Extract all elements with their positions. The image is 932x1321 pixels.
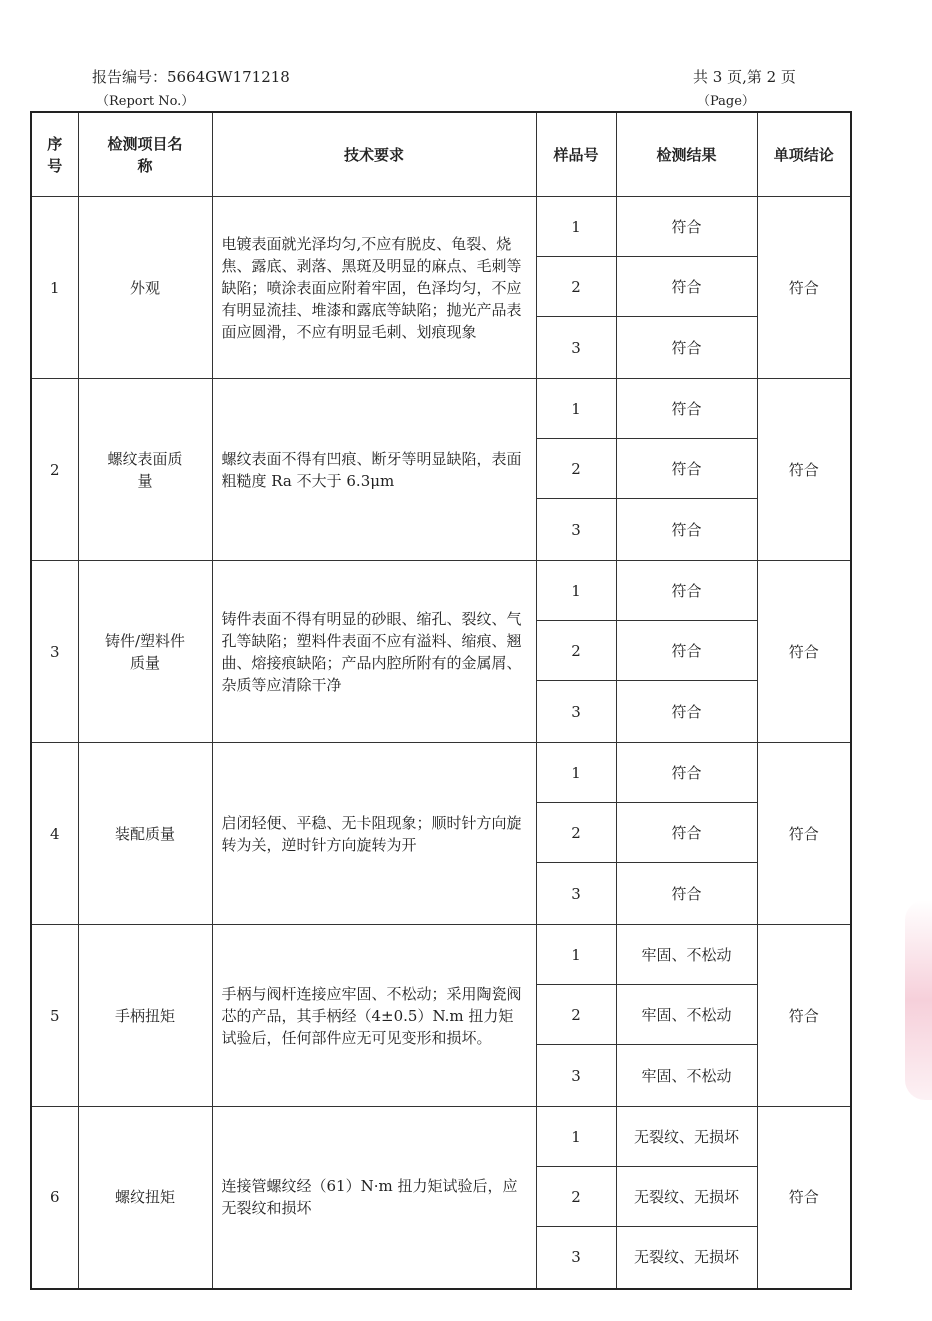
table-row bbox=[31, 379, 851, 439]
cell-result: 符合 bbox=[616, 317, 757, 379]
cell-result: 符合 bbox=[616, 863, 757, 925]
cell-item-name: 铸件/塑料件质量 bbox=[78, 561, 212, 743]
cell-sample-no: 3 bbox=[536, 681, 616, 743]
cell-result: 符合 bbox=[616, 743, 757, 803]
cell-result: 符合 bbox=[616, 803, 757, 863]
cell-conclusion: 符合 bbox=[757, 743, 851, 925]
inspection-table bbox=[30, 111, 852, 1290]
col-header-sample: 样品号 bbox=[536, 112, 616, 197]
cell-conclusion: 符合 bbox=[757, 197, 851, 379]
col-header-conclusion: 单项结论 bbox=[757, 112, 851, 197]
cell-sample-no: 1 bbox=[536, 1107, 616, 1167]
cell-requirement: 螺纹表面不得有凹痕、断牙等明显缺陷，表面粗糙度 Ra 不大于 6.3μm bbox=[212, 379, 536, 561]
cell-sample-no: 3 bbox=[536, 499, 616, 561]
cell-item-name: 螺纹扭矩 bbox=[78, 1107, 212, 1289]
cell-result: 无裂纹、无损坏 bbox=[616, 1227, 757, 1289]
cell-result: 符合 bbox=[616, 499, 757, 561]
seal-stamp-fragment bbox=[905, 900, 932, 1100]
cell-item-no: 3 bbox=[31, 561, 78, 743]
cell-result: 符合 bbox=[616, 621, 757, 681]
cell-sample-no: 2 bbox=[536, 803, 616, 863]
cell-requirement: 手柄与阀杆连接应牢固、不松动；采用陶瓷阀芯的产品，其手柄经（4±0.5）N.m 扭力矩试验后，任何部件应无可见变形和损坏。 bbox=[212, 925, 536, 1107]
table-row bbox=[31, 561, 851, 621]
cell-result: 符合 bbox=[616, 681, 757, 743]
cell-conclusion: 符合 bbox=[757, 561, 851, 743]
cell-sample-no: 1 bbox=[536, 743, 616, 803]
cell-sample-no: 1 bbox=[536, 197, 616, 257]
cell-sample-no: 1 bbox=[536, 561, 616, 621]
cell-item-name: 螺纹表面质量 bbox=[78, 379, 212, 561]
cell-result: 符合 bbox=[616, 379, 757, 439]
col-header-no: 序号 bbox=[31, 112, 78, 197]
cell-result: 牢固、不松动 bbox=[616, 1045, 757, 1107]
cell-sample-no: 2 bbox=[536, 439, 616, 499]
cell-item-no: 1 bbox=[31, 197, 78, 379]
cell-item-name: 外观 bbox=[78, 197, 212, 379]
page-indicator-caption: （Page） bbox=[697, 94, 755, 109]
header-row bbox=[31, 112, 851, 197]
cell-item-no: 6 bbox=[31, 1107, 78, 1289]
cell-sample-no: 1 bbox=[536, 925, 616, 985]
table-row bbox=[31, 743, 851, 803]
cell-conclusion: 符合 bbox=[757, 379, 851, 561]
table-body bbox=[31, 197, 851, 1289]
cell-sample-no: 2 bbox=[536, 985, 616, 1045]
cell-result: 符合 bbox=[616, 439, 757, 499]
table-row bbox=[31, 197, 851, 257]
cell-item-no: 2 bbox=[31, 379, 78, 561]
cell-item-name: 装配质量 bbox=[78, 743, 212, 925]
cell-sample-no: 2 bbox=[536, 1167, 616, 1227]
cell-sample-no: 3 bbox=[536, 1045, 616, 1107]
cell-conclusion: 符合 bbox=[757, 925, 851, 1107]
cell-result: 牢固、不松动 bbox=[616, 985, 757, 1045]
cell-item-no: 4 bbox=[31, 743, 78, 925]
col-header-item: 检测项目名称 bbox=[78, 112, 212, 197]
cell-sample-no: 2 bbox=[536, 257, 616, 317]
cell-result: 符合 bbox=[616, 561, 757, 621]
cell-sample-no: 3 bbox=[536, 863, 616, 925]
cell-result: 符合 bbox=[616, 197, 757, 257]
cell-result: 无裂纹、无损坏 bbox=[616, 1107, 757, 1167]
cell-requirement: 连接管螺纹经（61）N·m 扭力矩试验后，应无裂纹和损坏 bbox=[212, 1107, 536, 1289]
page-indicator: 共 3 页,第 2 页 bbox=[693, 68, 796, 86]
report-number-caption: （Report No.） bbox=[96, 94, 195, 109]
report-number: 报告编号：5664GW171218 bbox=[92, 68, 290, 86]
table-row bbox=[31, 1107, 851, 1167]
cell-requirement: 铸件表面不得有明显的砂眼、缩孔、裂纹、气孔等缺陷；塑料件表面不应有溢料、缩痕、翘曲、熔接痕缺陷；产品内腔所附有的金属屑、杂质等应清除干净 bbox=[212, 561, 536, 743]
cell-item-no: 5 bbox=[31, 925, 78, 1107]
cell-requirement: 电镀表面就光泽均匀,不应有脱皮、龟裂、烧焦、露底、剥落、黑斑及明显的麻点、毛刺等缺陷；喷涂表面应附着牢固，色泽均匀，不应有明显流挂、堆漆和露底等缺陷；抛光产品表面应圆滑，不应有明显毛刺、划痕现象 bbox=[212, 197, 536, 379]
col-header-result: 检测结果 bbox=[616, 112, 757, 197]
cell-result: 符合 bbox=[616, 257, 757, 317]
cell-sample-no: 1 bbox=[536, 379, 616, 439]
cell-sample-no: 2 bbox=[536, 621, 616, 681]
cell-result: 牢固、不松动 bbox=[616, 925, 757, 985]
cell-requirement: 启闭轻便、平稳、无卡阻现象；顺时针方向旋转为关，逆时针方向旋转为开 bbox=[212, 743, 536, 925]
cell-sample-no: 3 bbox=[536, 1227, 616, 1289]
cell-sample-no: 3 bbox=[536, 317, 616, 379]
cell-conclusion: 符合 bbox=[757, 1107, 851, 1289]
table-row bbox=[31, 925, 851, 985]
col-header-requirement: 技术要求 bbox=[212, 112, 536, 197]
cell-result: 无裂纹、无损坏 bbox=[616, 1167, 757, 1227]
cell-item-name: 手柄扭矩 bbox=[78, 925, 212, 1107]
